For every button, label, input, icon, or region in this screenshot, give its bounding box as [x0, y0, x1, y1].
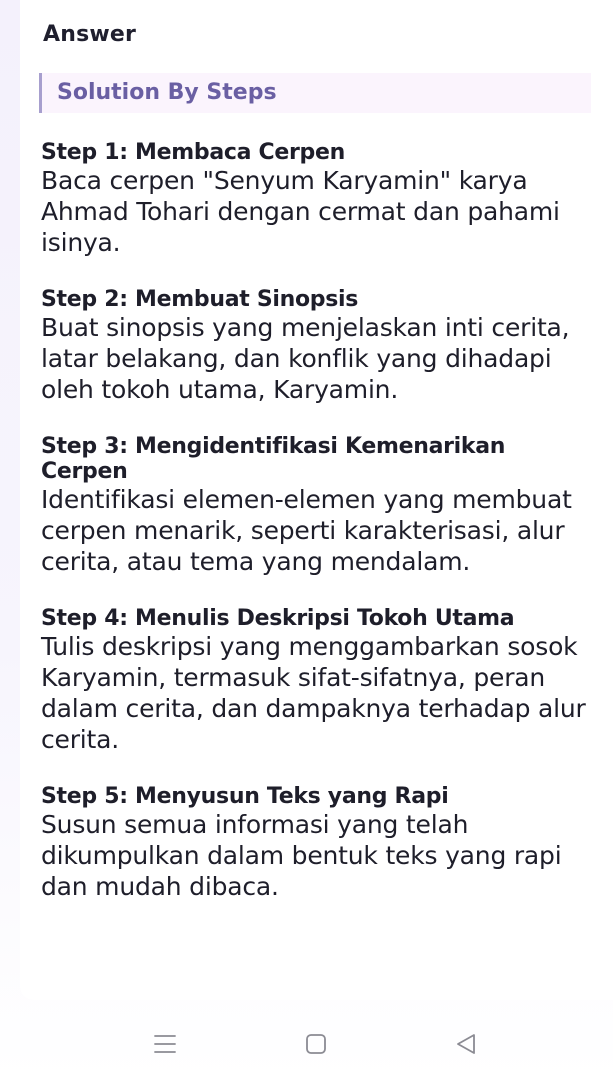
step-4	[41, 606, 593, 755]
home-icon	[304, 1032, 328, 1056]
step-3	[41, 434, 593, 577]
step-title: Step 3: Mengidentifikasi Kemenarikan Cerpen	[41, 434, 506, 484]
step-body: Baca cerpen "Senyum Karyamin" karya Ahmad Tohari dengan cermat dan pahami isinya.	[41, 166, 560, 257]
solution-banner	[39, 73, 591, 113]
step-body: Identifikasi elemen-elemen yang membuat cerpen menarik, seperti karakterisasi, alur cerita, atau tema yang mendalam.	[41, 485, 572, 576]
system-navigation-bar	[0, 1005, 613, 1080]
step-title: Step 1: Membaca Cerpen	[41, 140, 345, 165]
back-icon	[454, 1032, 478, 1056]
step-body: Buat sinopsis yang menjelaskan inti cerita, latar belakang, dan konflik yang dihadapi oleh tokoh utama, Karyamin.	[41, 313, 570, 404]
step-body: Tulis deskripsi yang menggambarkan sosok Karyamin, termasuk sifat-sifatnya, peran dalam cerita, dan dampaknya terhadap alur cerita.	[41, 632, 586, 754]
home-button[interactable]	[296, 1027, 336, 1061]
back-button[interactable]	[446, 1027, 486, 1061]
step-title: Step 2: Membuat Sinopsis	[41, 287, 359, 312]
step-title: Step 4: Menulis Deskripsi Tokoh Utama	[41, 606, 515, 631]
solution-label: Solution By Steps	[57, 80, 277, 105]
step-1	[41, 140, 593, 258]
answer-title: Answer	[43, 22, 137, 47]
step-title: Step 5: Menyusun Teks yang Rapi	[41, 784, 449, 809]
step-5	[41, 784, 593, 902]
recent-apps-button[interactable]	[145, 1027, 185, 1061]
steps-list	[41, 140, 593, 931]
step-2	[41, 287, 593, 405]
step-body: Susun semua informasi yang telah dikumpulkan dalam bentuk teks yang rapi dan mudah dibaca.	[41, 810, 562, 901]
menu-icon	[153, 1032, 177, 1056]
